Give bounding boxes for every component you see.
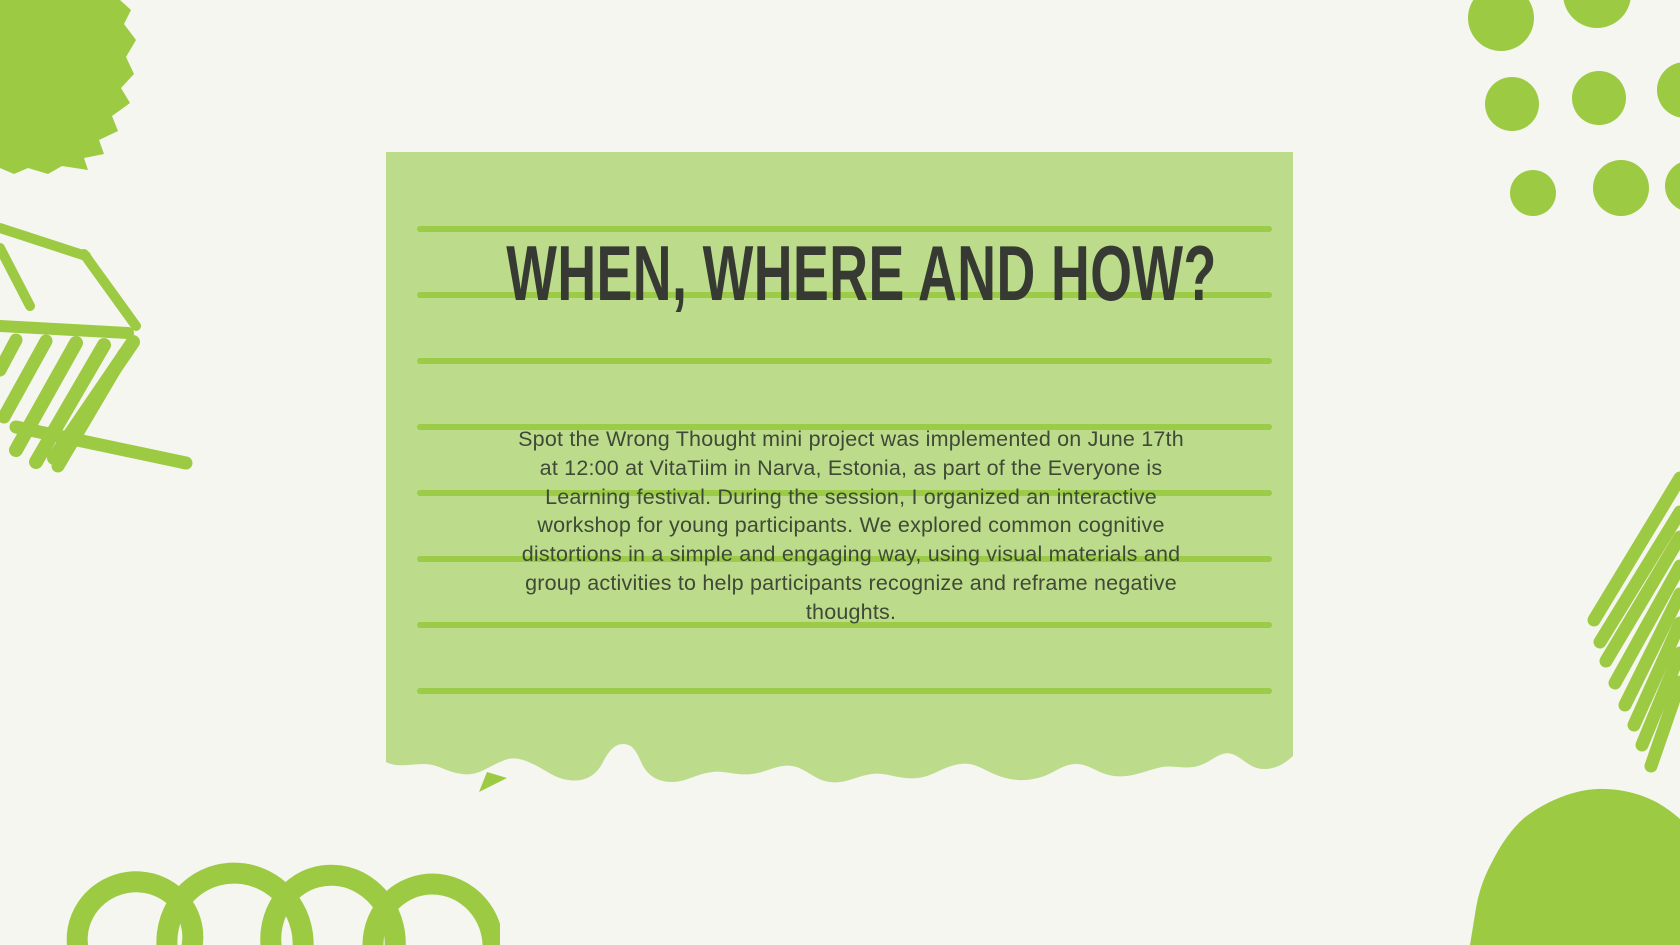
torn-paper-card: [386, 152, 1293, 792]
body-line: workshop for young participants. We explored common cognitive: [537, 513, 1165, 538]
corner-blob-bottom-right-doodle: [1440, 772, 1680, 945]
body-line: distortions in a simple and engaging way, using visual materials and: [521, 542, 1181, 567]
loop-scribble-doodle: [50, 838, 500, 945]
polka-dots-doodle: [1400, 0, 1680, 235]
body-line: group activities to help participants recognize and reframe negative: [525, 570, 1177, 595]
card-title: WHEN, WHERE AND HOW?: [506, 229, 1217, 317]
body-line: thoughts.: [805, 599, 897, 624]
box-sketch-doodle: [0, 212, 200, 487]
body-line: Learning festival. During the session, I organized an interactive: [545, 484, 1157, 509]
card-body-text: [436, 425, 1266, 627]
body-line: at 12:00 at VitaTiim in Narva, Estonia, as part of the Everyone is: [539, 455, 1163, 480]
body-line: Spot the Wrong Thought mini project was implemented on June 17th: [518, 427, 1184, 451]
diagonal-hatch-doodle: [1552, 430, 1680, 780]
corner-blob-top-left-doodle: [0, 0, 150, 180]
